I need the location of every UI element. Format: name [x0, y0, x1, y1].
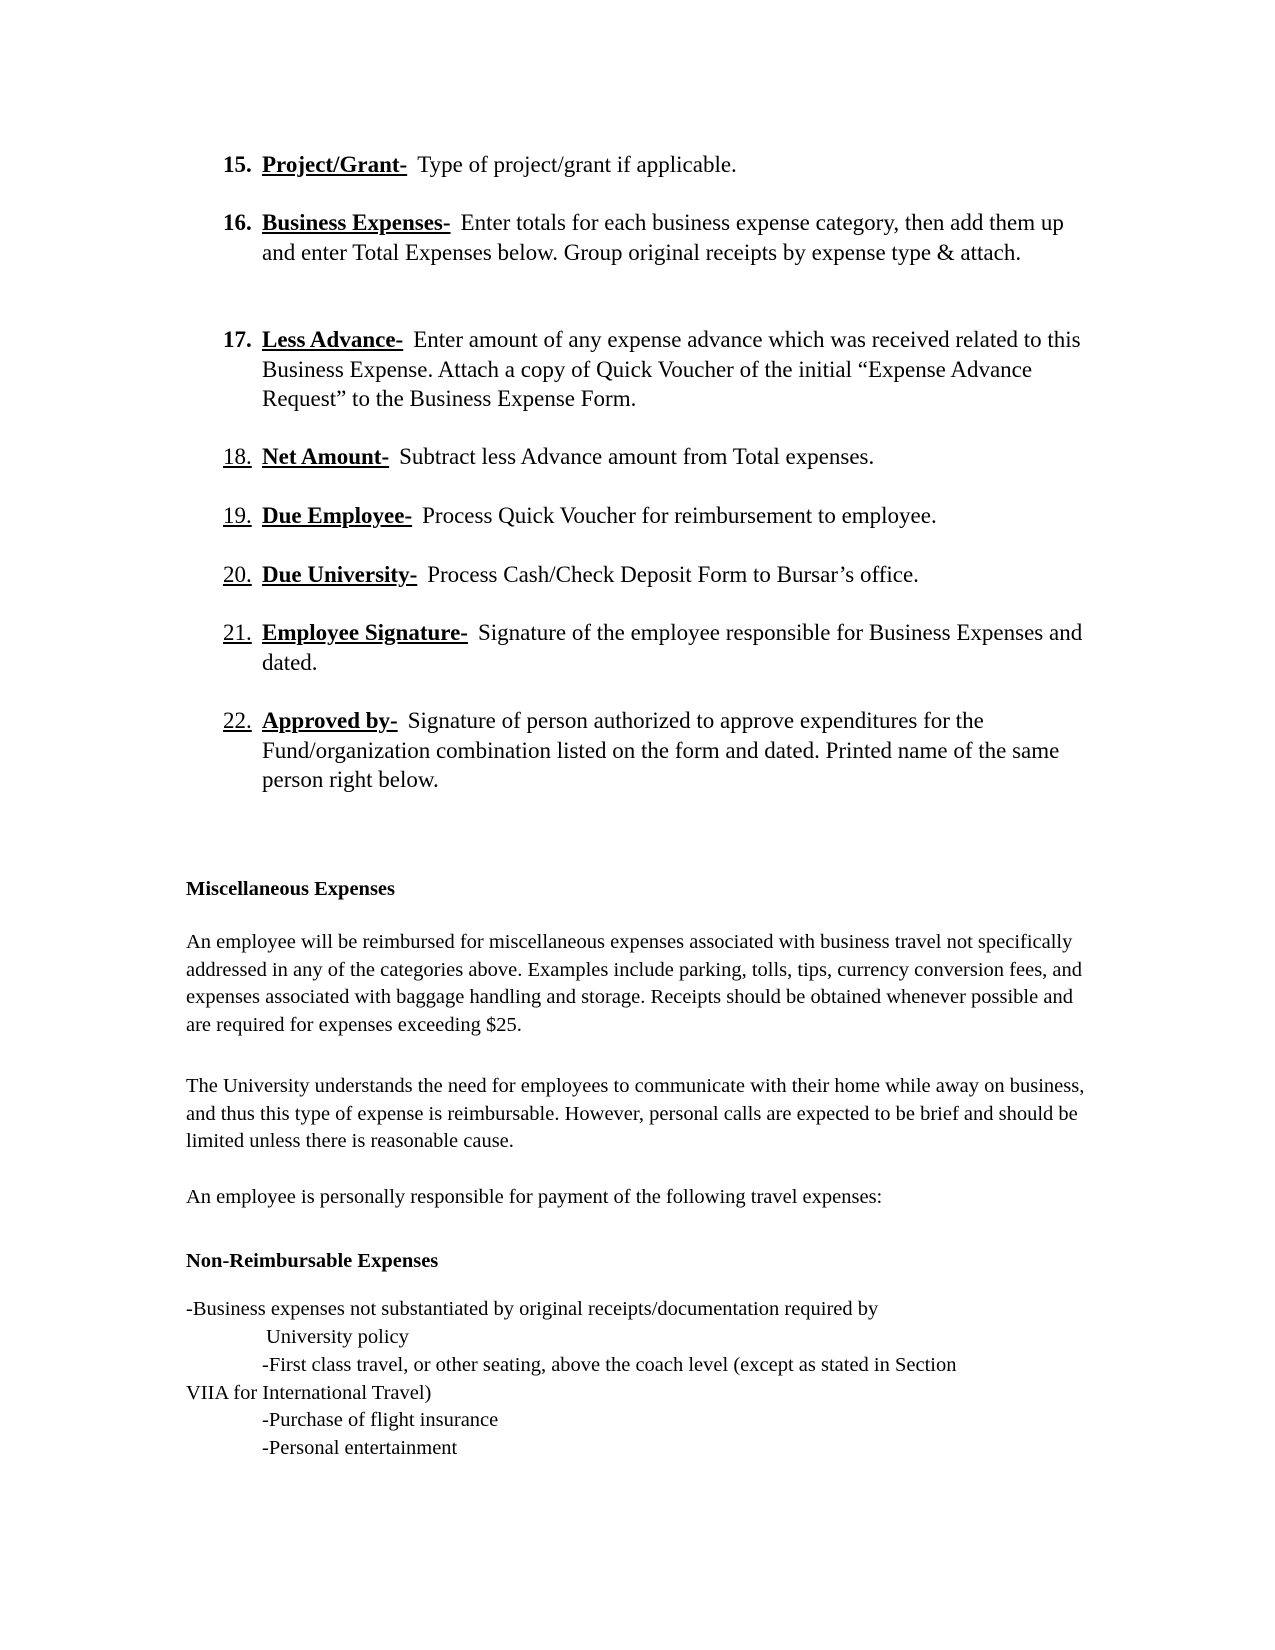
item-description: Signature of person authorized to approve expenditures for the Fund/organization combination listed on the form and dated. Printed name of the same person right below. — [262, 708, 1060, 792]
non-reimbursable-line: -Personal entertainment — [262, 1437, 458, 1459]
item-term: Less Advance- — [262, 327, 404, 352]
instruction-item-22 — [223, 706, 1093, 795]
item-number: 16. — [223, 210, 252, 235]
instruction-item-19 — [223, 501, 1093, 531]
item-description: Enter totals for each business expense category, then add them up and enter Total Expenses below. Group original receipts by expense type & attach. — [262, 210, 1064, 265]
item-description: Type of project/grant if applicable. — [417, 152, 737, 177]
instruction-item-20 — [223, 560, 1093, 590]
item-number: 18. — [223, 444, 252, 469]
misc-paragraph-1: An employee will be reimbursed for miscellaneous expenses associated with business travel not specifically addressed in any of the categories above. Examples include parking, tolls, tips, currency conversion fees, and expenses associated with baggage handling and storage. Receipts should be obtained whenever possible and are required for expenses exceeding $25. — [186, 931, 1083, 1036]
item-number: 20. — [223, 562, 252, 587]
instruction-item-16 — [223, 208, 1093, 267]
item-description: Process Quick Voucher for reimbursement to employee. — [422, 503, 937, 528]
item-number: 17. — [223, 327, 252, 352]
item-number: 15. — [223, 152, 252, 177]
item-term: Approved by- — [262, 708, 398, 733]
item-term: Business Expenses- — [262, 210, 451, 235]
non-reimbursable-line: -Purchase of flight insurance — [262, 1409, 499, 1431]
non-reimbursable-line: -First class travel, or other seating, above the coach level (except as stated in Section — [262, 1354, 957, 1376]
item-number: 21. — [223, 620, 252, 645]
item-description: Subtract less Advance amount from Total expenses. — [399, 444, 875, 469]
item-term: Project/Grant- — [262, 152, 408, 177]
item-term: Net Amount- — [262, 444, 390, 469]
misc-expenses-heading: Miscellaneous Expenses — [186, 878, 395, 900]
non-reimbursable-line: VIIA for International Travel) — [186, 1382, 432, 1404]
non-reimbursable-line: University policy — [266, 1326, 409, 1348]
item-description: Process Cash/Check Deposit Form to Bursar’s office. — [427, 562, 919, 587]
misc-paragraph-3: An employee is personally responsible for payment of the following travel expenses: — [186, 1186, 883, 1208]
instruction-item-18 — [223, 442, 1093, 472]
item-description: Signature of the employee responsible for Business Expenses and dated. — [262, 620, 1083, 675]
item-term: Employee Signature- — [262, 620, 468, 645]
item-term: Due Employee- — [262, 503, 413, 528]
non-reimbursable-line: -Business expenses not substantiated by original receipts/documentation required by — [186, 1298, 879, 1320]
instruction-item-17 — [223, 325, 1093, 414]
item-number: 19. — [223, 503, 252, 528]
item-description: Enter amount of any expense advance which was received related to this Business Expense. Attach a copy of Quick Voucher of the initial “Expense Advance Request” to the Business Expense Form. — [262, 327, 1081, 411]
item-term: Due University- — [262, 562, 418, 587]
misc-paragraph-2: The University understands the need for employees to communicate with their home while away on business, and thus this type of expense is reimbursable. However, personal calls are expected to be brief and should be limited unless there is reasonable cause. — [186, 1075, 1085, 1152]
item-number: 22. — [223, 708, 252, 733]
non-reimbursable-heading: Non-Reimbursable Expenses — [186, 1250, 439, 1272]
instruction-item-21 — [223, 618, 1093, 677]
instruction-item-15 — [223, 150, 1093, 180]
